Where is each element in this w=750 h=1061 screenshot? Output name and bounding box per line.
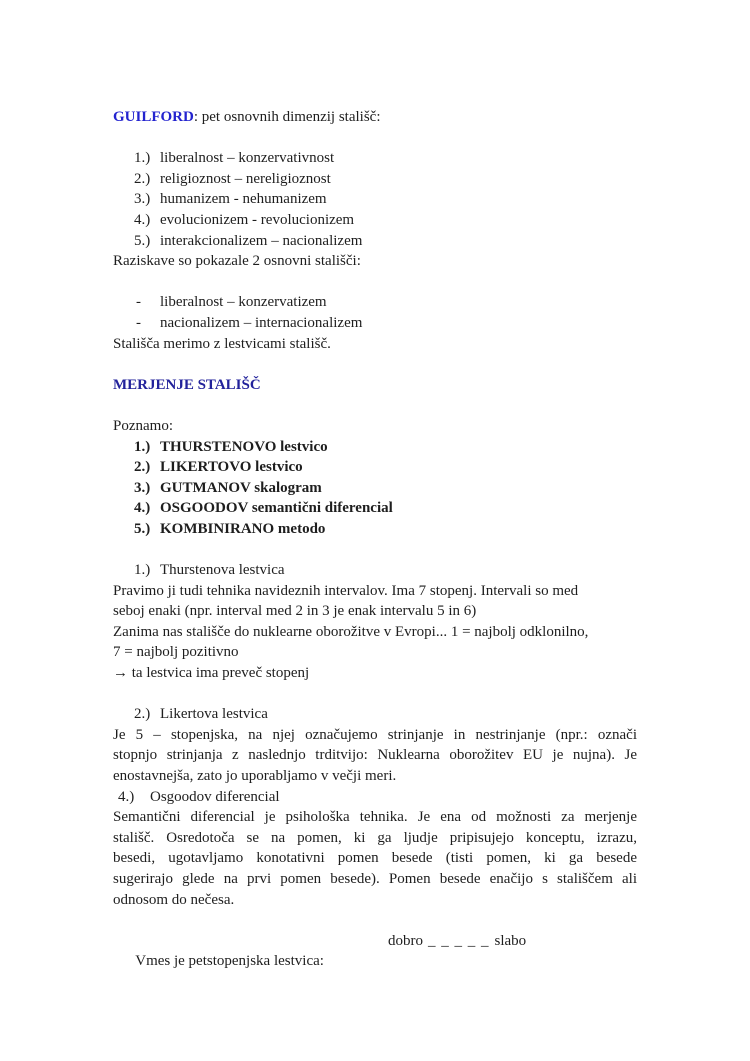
likert-paragraph-line: stopnjo strinjanja z naslednjo trditvijo: Nuklearna oborožitev EU je nujna). Je (113, 747, 637, 764)
osgood-paragraph-line: besedi, ugotavljamo konotativni pomen besede (tisti pomen, ki ga besede (113, 850, 637, 867)
research-line: Raziskave so pokazale 2 osnovni stališči: (113, 253, 361, 270)
osgood-paragraph-line: odnosom do nečesa. (113, 891, 235, 908)
scale-item (113, 498, 637, 519)
thurstone-heading-text: Thurstenova lestvica (160, 562, 285, 579)
dimension-item-text: evolucionizem - revolucionizem (160, 211, 355, 228)
osgood-paragraph-line: sugerirajo glede na prvi pomen besede). Pomen besede enačijo s stališčem ali (113, 870, 637, 887)
basic-attitude-item (113, 313, 637, 334)
spacer (113, 684, 637, 705)
dimension-item (113, 210, 637, 231)
dimension-item (113, 189, 637, 210)
spacer (113, 272, 637, 293)
footer-label: Vmes je petstopenjska lestvica: (135, 953, 324, 970)
basic-attitude-text: liberalnost – konzervatizem (160, 294, 327, 311)
know-line: Poznamo: (113, 417, 173, 434)
scale-item-text: LIKERTOVO lestvico (160, 459, 303, 476)
footer-scale-line (113, 931, 637, 970)
osgood-heading-number: 4.) (118, 788, 135, 805)
osgood-heading-text: Osgoodov diferencial (150, 788, 280, 805)
dimension-item-number: 2.) (134, 170, 151, 187)
semantic-scale (388, 931, 526, 952)
scale-blank-marks: _ _ _ _ _ (428, 932, 490, 949)
thurstone-heading-number: 1.) (134, 562, 151, 579)
doc-title-rest: : pet osnovnih dimenzij stališč: (193, 109, 381, 125)
scale-item-number: 3.) (134, 479, 151, 496)
scale-item-text: THURSTENOVO lestvico (160, 438, 328, 455)
thurstone-paragraph-line: Zanima nas stališče do nuklearne oborožitve v Evropi... 1 = najbolj odklonilno, (113, 623, 589, 640)
scale-item (113, 437, 637, 458)
doc-title-line (113, 107, 637, 128)
dimension-item-number: 5.) (134, 232, 151, 249)
scale-item-number: 1.) (134, 438, 151, 455)
scale-item-number: 4.) (134, 500, 151, 517)
likert-paragraph-line: enostavnejša, zato jo uporabljamo v večji meri. (113, 768, 397, 784)
dimension-item-text: interakcionalizem – nacionalizem (160, 232, 363, 249)
dimension-item-text: religioznost – nereligioznost (160, 170, 331, 187)
dimension-item (113, 169, 637, 190)
thurstone-arrow-line: → ta lestvica ima preveč stopenj (113, 665, 310, 682)
osgood-heading (113, 787, 637, 808)
osgood-paragraph-line: stališč. Osredotoča se na pomen, ki ga ljudje pripisujejo konceptu, izrazu, (113, 829, 637, 846)
basic-attitude-text: nacionalizem – internacionalizem (160, 314, 363, 331)
thurstone-paragraph-line: 7 = najbolj pozitivno (113, 644, 239, 661)
scale-item-text: GUTMANOV skalogram (160, 479, 322, 496)
spacer (113, 354, 637, 375)
likert-heading (113, 704, 637, 725)
thurstone-heading (113, 560, 637, 581)
dimension-item-text: humanizem - nehumanizem (160, 191, 327, 208)
section-heading: MERJENJE STALIŠČ (113, 376, 261, 393)
spacer (113, 395, 637, 416)
scale-good-label: dobro (388, 932, 423, 949)
scale-item (113, 519, 637, 540)
scale-bad-label: slabo (494, 932, 527, 949)
dimension-item-number: 3.) (134, 191, 151, 208)
dimension-item (113, 148, 637, 169)
scale-item-number: 5.) (134, 520, 151, 537)
likert-heading-number: 2.) (134, 706, 151, 723)
thurstone-paragraph-line: Pravimo ji tudi tehnika navideznih intervalov. Ima 7 stopenj. Intervali so med (113, 582, 579, 599)
spacer (113, 128, 637, 149)
scale-item (113, 478, 637, 499)
thurstone-paragraph-line: seboj enaki (npr. interval med 2 in 3 je enak intervalu 5 in 6) (113, 603, 477, 620)
spacer (113, 910, 637, 931)
dimension-item-number: 1.) (134, 150, 151, 167)
measure-line: Stališča merimo z lestvicami stališč. (113, 335, 331, 352)
doc-title-keyword: GUILFORD (113, 109, 194, 125)
scale-item (113, 457, 637, 478)
scale-item-text: OSGOODOV semantični diferencial (160, 500, 393, 517)
likert-paragraph-line: Je 5 – stopenjska, na njej označujemo strinjanje in nestrinjanje (npr.: označi (113, 726, 637, 743)
spacer (113, 539, 637, 560)
dimension-item (113, 231, 637, 252)
likert-heading-text: Likertova lestvica (160, 706, 268, 723)
basic-attitude-item (113, 292, 637, 313)
dimension-item-text: liberalnost – konzervativnost (160, 150, 335, 167)
scale-item-text: KOMBINIRANO metodo (160, 520, 326, 537)
dimension-item-number: 4.) (134, 211, 151, 228)
osgood-paragraph-line: Semantični diferencial je psihološka tehnika. Je ena od možnosti za merjenje (113, 809, 637, 826)
dash-bullet: - (136, 314, 141, 331)
dash-bullet: - (136, 294, 141, 311)
scale-item-number: 2.) (134, 459, 151, 476)
document-content (113, 107, 637, 970)
